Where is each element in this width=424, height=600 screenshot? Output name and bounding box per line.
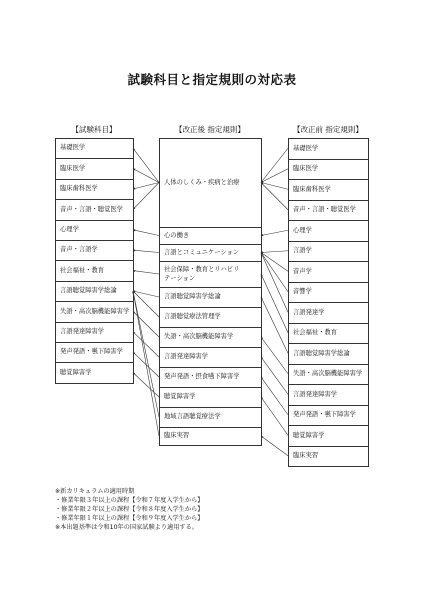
previous-rule-cell: 音声・言語・聴覚医学	[289, 201, 368, 222]
exam-subject-cell: 社会福祉・教育	[56, 261, 133, 281]
previous-rule-cell: 発声発語・嚥下障害学	[289, 406, 368, 427]
connector-arrow	[261, 169, 288, 183]
connector-arrow	[133, 148, 159, 182]
note-line: ※本出題基準は令和10年の国家試験より適用する。	[55, 523, 198, 531]
previous-rule-cell: 音響学	[289, 283, 368, 304]
exam-subject-cell: 言語発達障害学	[56, 323, 133, 343]
previous-rule-cell: 臨床歯科医学	[289, 180, 368, 201]
connector-arrow	[133, 291, 159, 417]
revised-rule-cell: 人体のしくみ・疾病と治療	[160, 139, 261, 228]
revised-rule-cell: 聴覚障害学	[160, 388, 261, 408]
connector-arrow	[261, 337, 288, 374]
previous-rule-cell: 言語学	[289, 242, 368, 263]
revised-rule-cell: 言語聴覚療法管理学	[160, 308, 261, 328]
connector-arrow	[133, 311, 159, 337]
note-line: ・修業年限３年以上の課程【令和７年度入学生から】	[55, 496, 204, 504]
previous-rule-cell: 社会福祉・教育	[289, 324, 368, 345]
previous-rules-header: 【改正前 指定規則】	[293, 125, 363, 134]
page-title: 試験科目と指定規則の対応表	[127, 72, 297, 87]
previous-rule-cell: 心理学	[289, 221, 368, 242]
previous-rule-cell: 聴覚障害学	[289, 426, 368, 447]
revised-rule-cell: 発声発語・摂食嚥下障害学	[160, 368, 261, 388]
exam-subject-cell: 臨床歯科医学	[56, 180, 133, 200]
connector-arrow	[261, 251, 288, 253]
revised-rule-cell: 失語・高次脳機能障害学	[160, 328, 261, 348]
previous-rule-cell: 音声学	[289, 262, 368, 283]
connector-arrow	[261, 357, 288, 394]
exam-subject-cell: 聴覚障害学	[56, 363, 133, 383]
exam-subject-cell: 臨床医学	[56, 159, 133, 179]
revised-rules-header: 【改正後 指定規則】	[175, 125, 245, 134]
connector-arrow	[261, 436, 288, 456]
connector-arrow	[261, 397, 288, 435]
exam-subject-cell: 言語聴覚障害学総論	[56, 282, 133, 302]
note-line: ・修業年限１年以上の課程【令和９年度入学生から】	[55, 514, 204, 522]
connector-arrow	[261, 230, 288, 235]
connector-arrow	[133, 373, 159, 397]
exam-subjects-header: 【試験科目】	[71, 125, 117, 134]
exam-subject-cell: 音声・言語学	[56, 241, 133, 261]
connector-arrow	[133, 250, 159, 252]
revised-rule-cell: 社会保障・教育とリハビリ テーション	[160, 262, 261, 288]
connector-arrow	[261, 377, 288, 415]
previous-rule-cell: 言語発達障害学	[289, 385, 368, 406]
exam-subject-cell: 発声発語・嚥下障害学	[56, 343, 133, 363]
previous-rule-cell: 基礎医学	[289, 139, 368, 160]
note-line: ・修業年限２年以上の課程【令和８年度入学生から】	[55, 505, 204, 513]
revised-rule-cell: 心の働き	[160, 228, 261, 245]
revised-rule-cell: 言語発達障害学	[160, 348, 261, 368]
previous-rule-cell: 臨床実習	[289, 447, 368, 468]
notes	[55, 488, 204, 533]
previous-rule-cell: 失語・高次脳機能障害学	[289, 365, 368, 386]
connector-arrow	[261, 183, 288, 210]
connector-arrow	[261, 297, 288, 353]
connector-arrow	[133, 169, 159, 183]
previous-rule-cell: 言語発達学	[289, 303, 368, 324]
exam-subject-cell: 心理学	[56, 221, 133, 241]
connector-arrow	[133, 183, 159, 190]
revised-rule-cell: 言語とコミュニケーション	[160, 245, 261, 262]
connector-arrow	[133, 291, 159, 297]
connector-arrow	[133, 183, 159, 210]
exam-subject-cell: 失語・高次脳機能障害学	[56, 302, 133, 322]
revised-rule-cell: 臨床実習	[160, 428, 261, 446]
note-line: ※新カリキュラムの適用時期	[55, 488, 135, 495]
revised-rule-cell: 言語聴覚障害学総論	[160, 288, 261, 308]
connector-arrow	[261, 183, 288, 190]
exam-subject-cell: 音声・言語・聴覚医学	[56, 200, 133, 220]
connector-arrow	[261, 148, 288, 182]
exam-subject-cell: 基礎医学	[56, 139, 133, 159]
previous-rule-cell: 言語聴覚障害学総論	[289, 344, 368, 365]
revised-rule-cell: 地域言語聴覚療法学	[160, 408, 261, 428]
connector-arrow	[133, 230, 159, 236]
connector-arrow	[261, 253, 288, 292]
connector-arrow	[133, 271, 159, 274]
previous-rule-cell: 臨床医学	[289, 160, 368, 181]
